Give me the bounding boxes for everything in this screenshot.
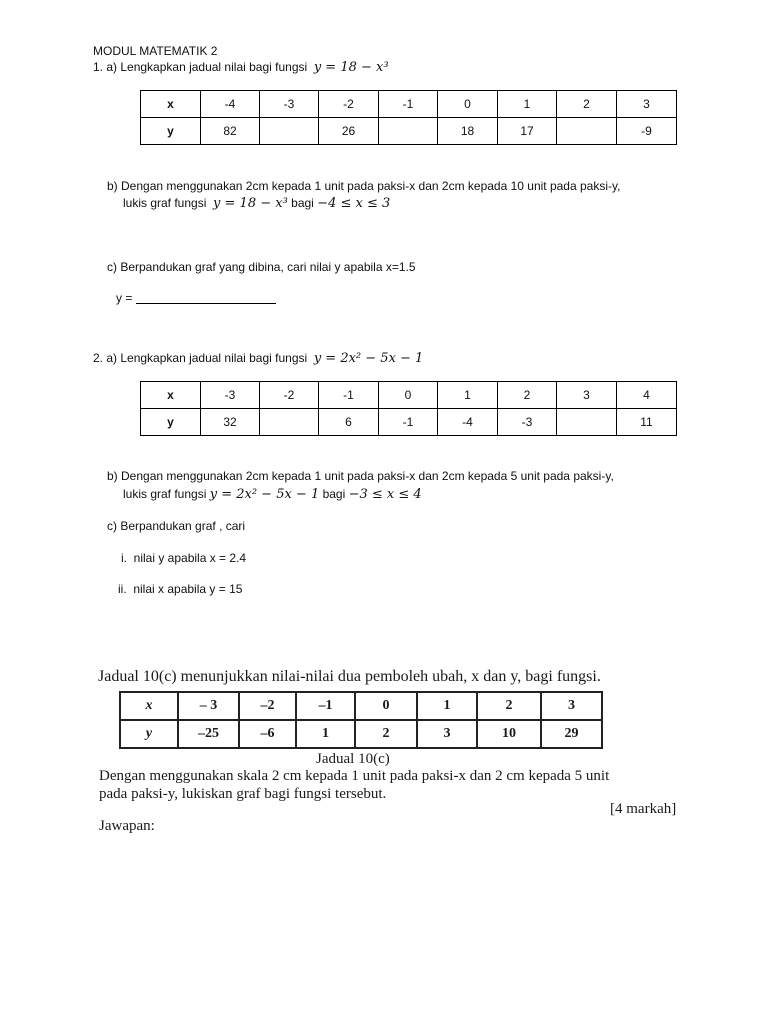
q2-value-table: [140, 381, 677, 436]
q3-table-caption: Jadual 10(c): [316, 751, 390, 767]
x-label: x: [141, 382, 201, 409]
q1-function: y = 18 − x³: [313, 60, 389, 75]
table-cell: –2: [239, 692, 296, 720]
table-cell: 3: [417, 720, 477, 748]
table-cell: 18: [438, 118, 498, 145]
page-title: MODUL MATEMATIK 2: [93, 44, 218, 58]
q2-part-b-line2: [123, 486, 422, 503]
y-label: y: [120, 720, 178, 748]
table-cell: 0: [438, 91, 498, 118]
q1-part-b-mid: bagi: [291, 196, 314, 210]
table-cell: 4: [617, 382, 677, 409]
q3-instruction-line2: pada paksi-y, lukiskan graf bagi fungsi tersebut.: [99, 786, 387, 802]
roman-numeral: i.: [121, 551, 127, 565]
q1-answer-label: y =: [116, 291, 133, 305]
q1-answer-line: [116, 290, 276, 306]
table-cell: -4: [201, 91, 260, 118]
q2-part-c-i-text: nilai y apabila x = 2.4: [133, 551, 247, 565]
table-cell: -3: [260, 91, 319, 118]
table-cell-blank: [557, 409, 617, 436]
table-cell: 6: [319, 409, 379, 436]
table-cell: –1: [296, 692, 355, 720]
table-cell: -2: [319, 91, 379, 118]
q2-part-b-line1: b) Dengan menggunakan 2cm kepada 1 unit pada paksi-x dan 2cm kepada 5 unit pada paksi-y,: [107, 469, 614, 483]
table-cell: 17: [498, 118, 557, 145]
y-label: y: [141, 409, 201, 436]
table-row-y: [120, 720, 602, 748]
table-row-y: [141, 118, 677, 145]
table-row-y: [141, 409, 677, 436]
q1-part-c: c) Berpandukan graf yang dibina, cari nilai y apabila x=1.5: [107, 260, 416, 274]
table-cell: 32: [201, 409, 260, 436]
table-cell: 1: [417, 692, 477, 720]
q2-part-c: c) Berpandukan graf , cari: [107, 519, 246, 533]
y-label: y: [141, 118, 201, 145]
roman-numeral: ii.: [118, 582, 127, 596]
table-cell: –25: [178, 720, 239, 748]
table-cell: 2: [477, 692, 541, 720]
q3-instruction-line1: Dengan menggunakan skala 2 cm kepada 1 unit pada paksi-x dan 2 cm kepada 5 unit: [99, 768, 610, 784]
q3-intro: Jadual 10(c) menunjukkan nilai-nilai dua pemboleh ubah, x dan y, bagi fungsi.: [98, 668, 601, 685]
table-row-x: [141, 91, 677, 118]
table-cell-blank: [260, 118, 319, 145]
q2-part-b-prefix: lukis graf fungsi: [123, 487, 207, 501]
table-cell: 1: [498, 91, 557, 118]
q1-part-b-domain: −4 ≤ x ≤ 3: [317, 196, 391, 211]
table-cell-blank: [379, 118, 438, 145]
q2-part-b-function: y = 2x² − 5x − 1: [209, 487, 320, 502]
q1-value-table: [140, 90, 677, 145]
table-cell-blank: [260, 409, 319, 436]
table-cell: 2: [498, 382, 557, 409]
q3-marks: [4 markah]: [610, 801, 677, 817]
table-cell: 2: [355, 720, 417, 748]
q1-part-a-text: 1. a) Lengkapkan jadual nilai bagi fungsi: [93, 60, 308, 74]
table-cell: -4: [438, 409, 498, 436]
q2-part-a: [93, 350, 423, 367]
q3-answer-label: Jawapan:: [99, 818, 155, 834]
table-cell: 0: [379, 382, 438, 409]
table-cell: 2: [557, 91, 617, 118]
table-cell: -3: [498, 409, 557, 436]
q2-function: y = 2x² − 5x − 1: [313, 351, 424, 366]
table-cell: 3: [541, 692, 602, 720]
q3-value-table: [119, 691, 603, 749]
q1-part-b-function: y = 18 − x³: [213, 196, 288, 211]
table-cell: 3: [557, 382, 617, 409]
q1-part-b-line1: b) Dengan menggunakan 2cm kepada 1 unit pada paksi-x dan 2cm kepada 10 unit pada paksi-y,: [107, 179, 621, 193]
table-cell: -1: [379, 91, 438, 118]
q2-part-a-text: 2. a) Lengkapkan jadual nilai bagi fungsi: [93, 351, 308, 365]
table-cell: 11: [617, 409, 677, 436]
table-row-x: [120, 692, 602, 720]
table-cell: –6: [239, 720, 296, 748]
table-cell: 1: [438, 382, 498, 409]
q2-part-c-ii: [118, 581, 242, 597]
table-cell: 3: [617, 91, 677, 118]
table-cell: 1: [296, 720, 355, 748]
table-row-x: [141, 382, 677, 409]
q2-part-b-domain: −3 ≤ x ≤ 4: [348, 487, 422, 502]
table-cell: 26: [319, 118, 379, 145]
table-cell: -9: [617, 118, 677, 145]
x-label: x: [141, 91, 201, 118]
q1-part-b-line2: [123, 195, 390, 212]
q1-part-b-prefix: lukis graf fungsi: [123, 196, 207, 210]
table-cell: -1: [319, 382, 379, 409]
table-cell: -2: [260, 382, 319, 409]
table-cell: -1: [379, 409, 438, 436]
q2-part-c-ii-text: nilai x apabila y = 15: [133, 582, 243, 596]
table-cell: -3: [201, 382, 260, 409]
table-cell: 0: [355, 692, 417, 720]
table-cell: 82: [201, 118, 260, 145]
table-cell: 10: [477, 720, 541, 748]
x-label: x: [120, 692, 178, 720]
q2-part-c-i: [121, 550, 246, 566]
answer-blank[interactable]: [136, 291, 276, 304]
table-cell-blank: [557, 118, 617, 145]
table-cell: – 3: [178, 692, 239, 720]
q2-part-b-mid: bagi: [322, 487, 346, 501]
table-cell: 29: [541, 720, 602, 748]
q1-part-a: [93, 59, 389, 76]
